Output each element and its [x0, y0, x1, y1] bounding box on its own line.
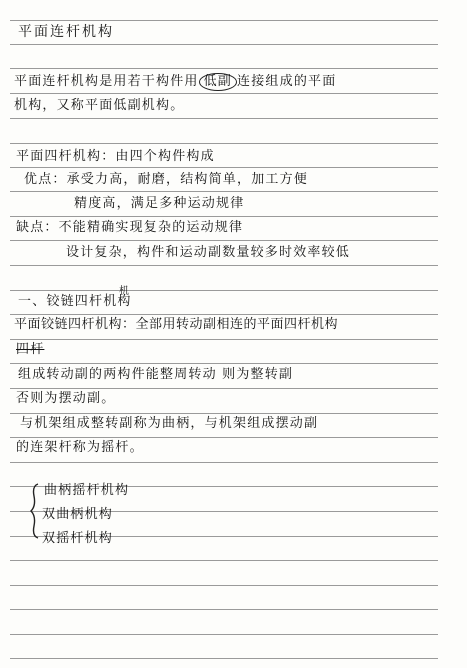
ruled-line [10, 143, 438, 144]
definition-3: 组成转动副的两构件能整周转动 则为整转副 [18, 367, 294, 382]
ruled-line [10, 634, 438, 635]
inserted-character: 机 [119, 286, 130, 297]
ruled-line [10, 44, 438, 45]
ruled-line [10, 658, 438, 659]
ruled-line [10, 93, 438, 94]
ruled-line [10, 560, 438, 561]
ruled-line [10, 585, 438, 586]
page-title: 平面连杆机构 [18, 24, 114, 40]
ruled-line [10, 68, 438, 69]
definition-line-2: 机构，又称平面低副机构。 [14, 98, 185, 113]
type-item-3: 双摇杆机构 [42, 531, 114, 546]
cons-line-1: 缺点：不能精确实现复杂的运动规律 [16, 220, 244, 235]
pros-line-1: 优点：承受力高，耐磨，结构简单，加工方便 [24, 172, 309, 187]
ruled-line [10, 240, 438, 241]
ruled-line [10, 314, 438, 315]
definition-pre: 平面连杆机构是用若干构件用 [14, 74, 199, 89]
pros-line-2: 精度高，满足多种运动规律 [74, 196, 245, 211]
ruled-line [10, 363, 438, 364]
ruled-line [10, 265, 438, 266]
definition-4: 否则为摆动副。 [16, 391, 116, 406]
ruled-line [10, 339, 438, 340]
four-bar-heading: 平面四杆机构：由四个构件构成 [16, 149, 215, 164]
type-item-2: 双曲柄机构 [42, 507, 114, 522]
type-item-1: 曲柄摇杆机构 [44, 483, 130, 498]
ruled-line [10, 290, 438, 291]
cons-line-2: 设计复杂，构件和运动副数量较多时效率较低 [66, 245, 351, 260]
brace-icon [30, 482, 40, 540]
ruled-line [10, 118, 438, 119]
ruled-line [10, 609, 438, 610]
definition-line-1 [14, 73, 336, 91]
ruled-line [10, 191, 438, 192]
struck-text: 四杆 [16, 342, 45, 357]
section-heading: 一、铰链四杆机构 [18, 294, 132, 309]
definition-6: 的连架杆称为摇杆。 [16, 440, 144, 455]
ruled-line [10, 413, 438, 414]
ruled-line [10, 388, 438, 389]
circled-term: 低副 [199, 73, 237, 91]
ruled-line [10, 437, 438, 438]
ruled-line [10, 20, 438, 21]
definition-1: 平面铰链四杆机构：全部用转动副相连的平面四杆机构 [14, 317, 339, 332]
definition-post: 连接组成的平面 [237, 74, 337, 89]
ruled-line [10, 462, 438, 463]
ruled-line [10, 167, 438, 168]
ruled-line [10, 216, 438, 217]
definition-5: 与机架组成整转副称为曲柄，与机架组成摆动副 [20, 416, 319, 431]
